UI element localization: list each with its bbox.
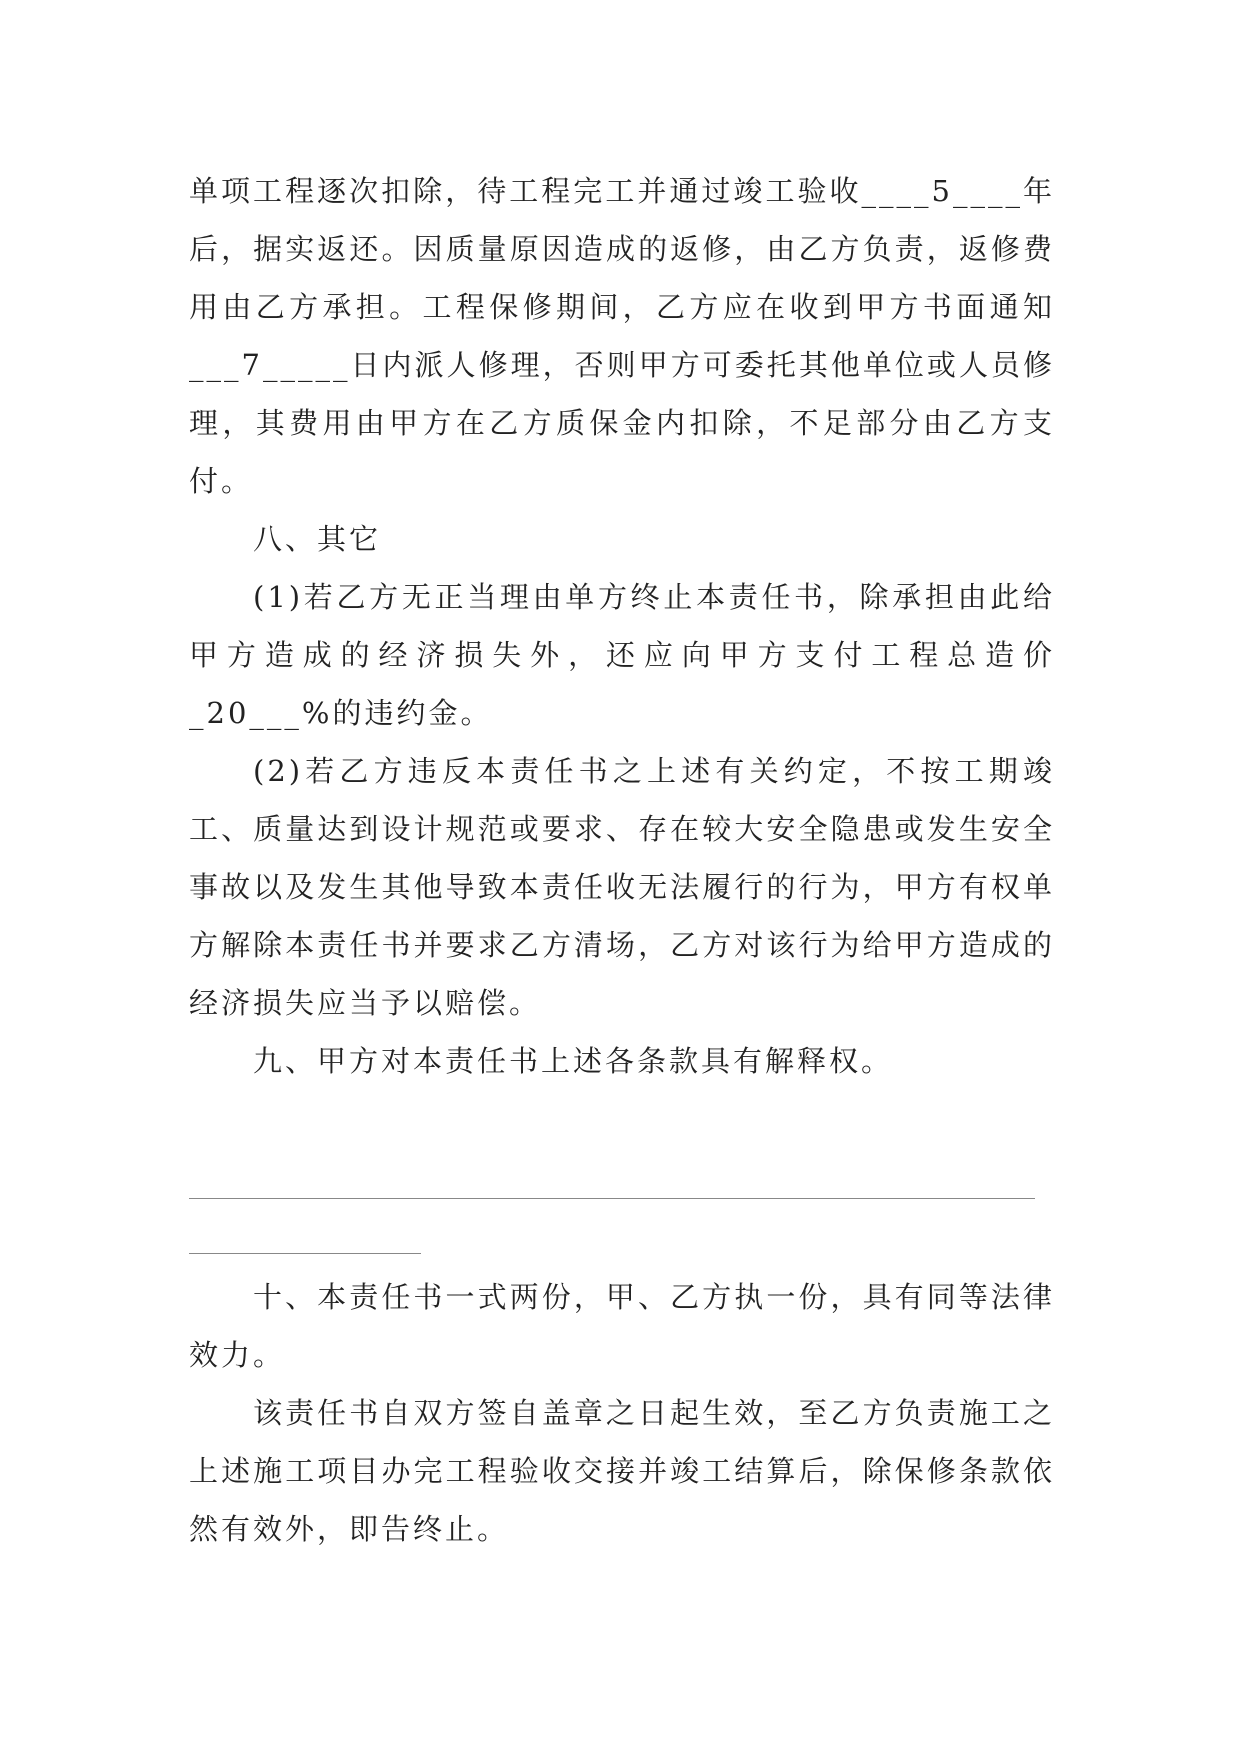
effective-clause: 该责任书自双方签自盖章之日起生效，至乙方负责施工之上述施工项目办完工程验收交接并竣工结算后，除保修条款依然有效外，即告终止。 xyxy=(189,1396,1055,1546)
divider-line-short xyxy=(189,1253,421,1254)
paragraph-warranty-deposit: 单项工程逐次扣除，待工程完工并通过竣工验收____5____年后，据实返还。因质量原因造成的返修，由乙方负责，返修费用由乙方承担。工程保修期间，乙方应在收到甲方书面通知___7_____日内派人修理，否则甲方可委托其他单位或人员修理，其费用由甲方在乙方质保金内扣除，不足部分由乙方支付。 xyxy=(189,174,1055,498)
section-10: 十、本责任书一式两份，甲、乙方执一份，具有同等法律效力。 xyxy=(189,1280,1055,1372)
document-body-upper xyxy=(189,162,1055,1090)
clause-8-2: (2)若乙方违反本责任书之上述有关约定，不按工期竣工、质量达到设计规范或要求、存在较大安全隐患或发生安全事故以及发生其他导致本责任收无法履行的行为，甲方有权单方解除本责任书并要求乙方清场，乙方对该行为给甲方造成的经济损失应当予以赔偿。 xyxy=(189,754,1055,1020)
document-body-lower xyxy=(189,1268,1055,1558)
divider-line-long xyxy=(189,1198,1035,1199)
section-9: 九、甲方对本责任书上述各条款具有解释权。 xyxy=(253,1044,894,1078)
section-8-heading: 八、其它 xyxy=(253,522,382,556)
clause-8-1: (1)若乙方无正当理由单方终止本责任书，除承担由此给甲方造成的经济损失外，还应向甲方支付工程总造价_20___%的违约金。 xyxy=(189,580,1055,730)
